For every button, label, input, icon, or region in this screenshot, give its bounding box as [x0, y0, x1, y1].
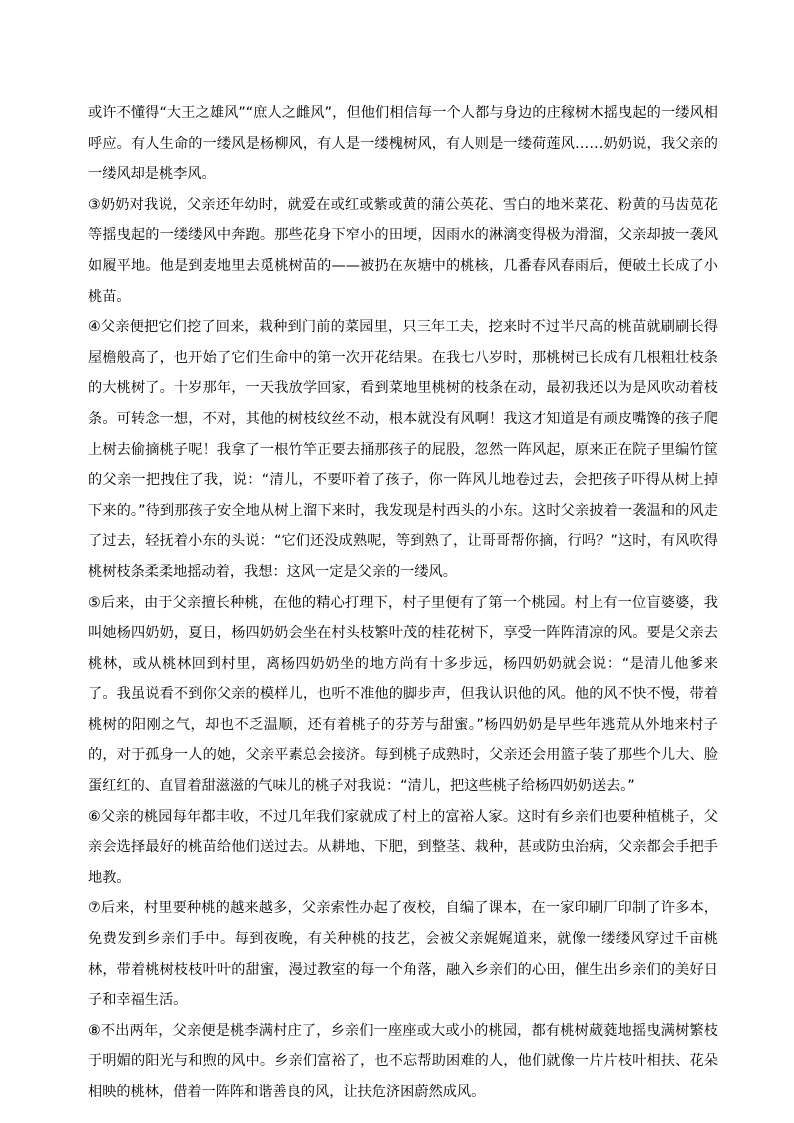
paragraph-4: ④父亲便把它们挖了回来，栽种到门前的菜园里，只三年工夫，挖来时不过半尺高的桃苗就刷刷长得屋檐般高了，也开始了它们生命中的第一次开花结果。在我七八岁时，那桃树已长成有几根粗壮枝条的大桃树了。十岁那年，一天我放学回家，看到菜地里桃树的枝条在动，最初我还以为是风吹动着枝条。可转念一想，不对，其他的树枝纹丝不动，根本就没有风啊！我这才知道是有顽皮嘴馋的孩子爬上树去偷摘桃子呢！我拿了一根竹竿正要去捅那孩子的屁股，忽然一阵风起，原来正在院子里编竹筐的父亲一把拽住了我，说：“清儿，不要吓着了孩子，你一阵风儿地卷过去，会把孩子吓得从树上掉下来的。”待到那孩子安全地从树上溜下来时，我发现是村西头的小东。这时父亲披着一袭温和的风走了过去，轻抚着小东的头说：“它们还没成熟呢，等到熟了，让哥哥帮你摘，行吗？”这时，有风吹得桃树枝条柔柔地摇动着，我想：这风一定是父亲的一缕风。: [88, 319, 718, 580]
paragraph-6: ⑥父亲的桃园每年都丰收，不过几年我们家就成了村上的富裕人家。这时有乡亲们也要种植桃子，父亲会选择最好的桃苗给他们送过去。从耕地、下肥，到整茎、栽种，甚或防虫治病，父亲都会手把手地教。: [88, 808, 718, 886]
paragraph-intro-continued: 或许不懂得“大王之雄风”“庶人之雌风”，但他们相信每一个人都与身边的庄稼树木摇曳起的一缕风相呼应。有人生命的一缕风是杨柳风，有人是一缕槐树风，有人则是一缕荷莲风……奶奶说，我父亲的一缕风却是桃李风。: [88, 105, 718, 183]
article-body: [88, 98, 718, 1108]
paragraph-8: ⑧不出两年，父亲便是桃李满村庄了，乡亲们一座座或大或小的桃园，都有桃树葳蕤地摇曳满树繁枝于明媚的阳光与和煦的风中。乡亲们富裕了，也不忘帮助困难的人，他们就像一片片枝叶相扶、花朵相映的桃林，借着一阵阵和谐善良的风，让扶危济困蔚然成风。: [88, 1022, 718, 1100]
paragraph-3: ③奶奶对我说，父亲还年幼时，就爱在或红或紫或黄的蒲公英花、雪白的地米菜花、粉黄的马齿苋花等摇曳起的一缕缕风中奔跑。那些花身下窄小的田埂，因雨水的淋漓变得极为滑溜，父亲却披一袭风如履平地。他是到麦地里去觅桃树苗的——被扔在灰塘中的桃核，几番春风春雨后，便破土长成了小桃苗。: [88, 196, 718, 305]
paragraph-7: ⑦后来，村里要种桃的越来越多，父亲索性办起了夜校，自编了课本，在一家印刷厂印制了许多本，免费发到乡亲们手中。每到夜晚，有关种桃的技艺，会被父亲娓娓道来，就像一缕缕风穿过千亩桃林，带着桃树枝枝叶叶的甜蜜，漫过教室的每一个角落，融入乡亲们的心田，催生出乡亲们的美好日子和幸福生活。: [88, 900, 718, 1009]
paragraph-5: ⑤后来，由于父亲擅长种桃，在他的精心打理下，村子里便有了第一个桃园。村上有一位盲婆婆，我叫她杨四奶奶，夏日，杨四奶奶会坐在村头枝繁叶茂的桂花树下，享受一阵阵清凉的风。要是父亲去桃林，或从桃林回到村里，离杨四奶奶坐的地方尚有十多步远，杨四奶奶就会说：“是清儿他爹来了。我虽说看不到你父亲的模样儿，也听不准他的脚步声，但我认识他的风。他的风不快不慢，带着桃树的阳刚之气，却也不乏温顺，还有着桃子的芬芳与甜蜜。”杨四奶奶是早些年逃荒从外地来村子的，对于孤身一人的她，父亲平素总会接济。每到桃子成熟时，父亲还会用篮子装了那些个儿大、脸蛋红红的、直冒着甜滋滋的气味儿的桃子对我说：“清儿，把这些桃子给杨四奶奶送去。”: [88, 594, 718, 795]
